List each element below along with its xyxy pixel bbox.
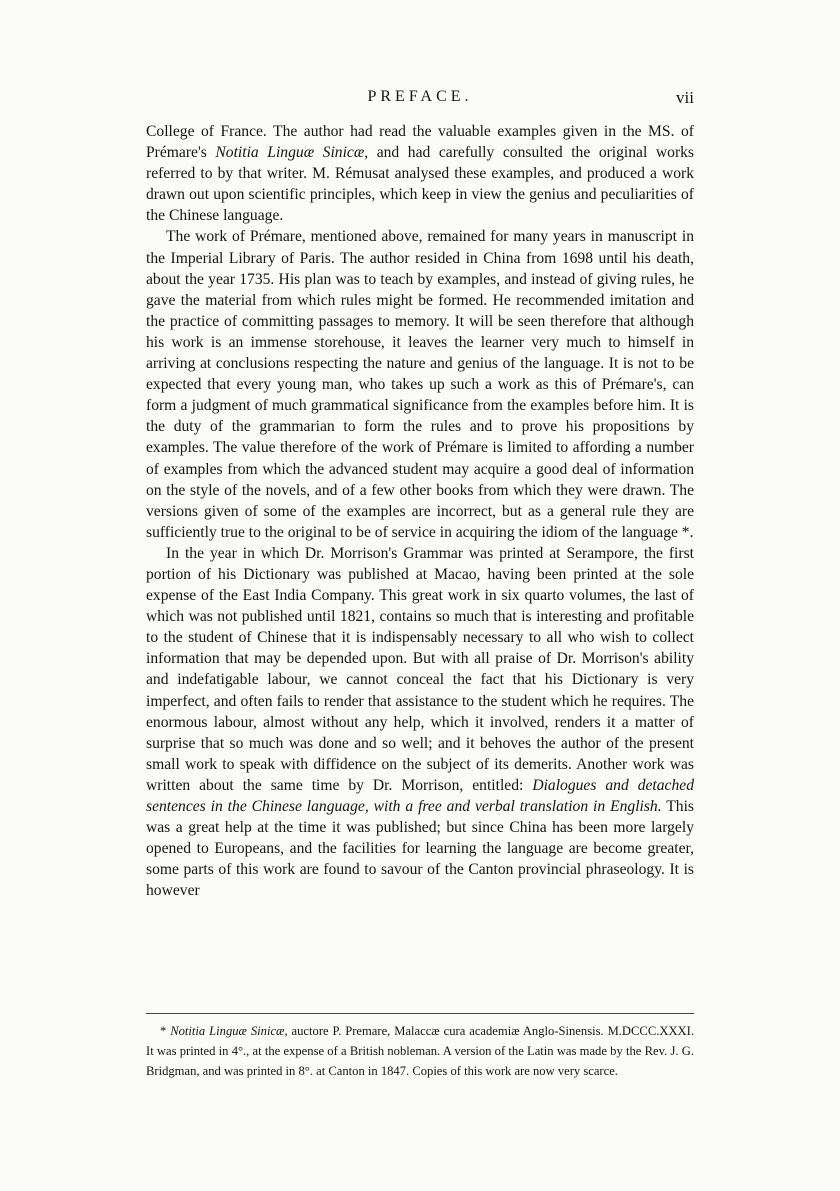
paragraph-1-text: College of France. The author had read the valuable examples given in the MS. of Prémare's Notitia Linguæ Sinicæ, and had carefully consulted the original works referred to by that writer. M. Rémusat analysed these examples, and produced a work drawn out upon scientific principles, which keep in view the genius and peculiarities of the Chinese language.	[146, 123, 695, 225]
dialogues-title: Dialogues and detached sentences in the Chinese language, with a free and verbal translation in English.	[146, 776, 694, 815]
paragraph-2-text: The work of Prémare, mentioned above, remained for many years in manuscript in the Imperial Library of Paris. The author resided in China from 1698 until his death, about the year 1735. His plan was to teach by examples, and instead of giving rules, he gave the material from which rules might be formed. He recommended imitation and the practice of committing passages to memory. It will be seen therefore that although his work is an immense storehouse, it leaves the learner very much to himself in arriving at conclusions respecting the nature and genius of the language. It is not to be expected that every young man, who takes up such a work as this of Prémare's, can form a judgment of much grammatical significance from the examples before him. It is the duty of the grammarian to form the rules and to prove his propositions by examples. The value therefore of the work of Prémare is limited to affording a number of examples from which the advanced student may acquire a good deal of information on the style of the novels, and of a few other books from which they were drawn. The versions given of some of the examples are incorrect, but as a general rule they are sufficiently true to the original to be of service in acquiring the idiom of the language *.	[146, 228, 694, 541]
paragraph-1	[146, 121, 694, 226]
notitia-title: Notitia Linguæ Sinicæ	[215, 144, 365, 162]
body-text	[146, 121, 694, 901]
paragraph-3-text-after: This was a great help at the time it was published; but since China has been more largely opened to Europeans, and the facilities for learning the language are become greater, some parts of this work are found to savour of the Canton provincial phraseology. It is however	[146, 798, 694, 900]
running-head	[146, 86, 694, 112]
paragraph-2	[146, 226, 694, 542]
footnote-marker: *	[160, 1024, 167, 1038]
page-header-title: PREFACE.	[367, 88, 473, 105]
footnote-title: Notitia Linguæ Sinicæ,	[170, 1024, 288, 1038]
footnote	[146, 1021, 694, 1081]
paragraph-3-text-before: In the year in which Dr. Morrison's Grammar was printed at Serampore, the first portion of his Dictionary was published at Macao, having been printed at the sole expense of the East India Company. This great work in six quarto volumes, the last of which was not published until 1821, contains so much that is interesting and profitable to the student of Chinese that it is indispensably necessary to all who wish to collect information that may be depended upon. But with all praise of Dr. Morrison's ability and indefatigable labour, we cannot conceal the fact that his Dictionary is very imperfect, and often fails to render that assistance to the student which he requires. The enormous labour, almost without any help, which it involved, renders it a matter of surprise that so much was done and so well; and it behoves the author of the present small work to speak with diffidence on the subject of its demerits. Another work was written about the same time by Dr. Morrison, entitled:	[146, 544, 694, 794]
footnote-rule	[146, 1013, 694, 1014]
paragraph-3	[146, 543, 694, 902]
footnote-text: auctore P. Premare, Malaccæ cura academiæ Anglo-Sinensis. M.DCCC.XXXI. It was printed in 4°., at the expense of a British nobleman. A version of the Latin was made by the Rev. J. G. Bridgman, and was printed in 8°. at Canton in 1847. Copies of this work are now very scarce.	[146, 1024, 694, 1078]
page-number: vii	[676, 88, 694, 107]
